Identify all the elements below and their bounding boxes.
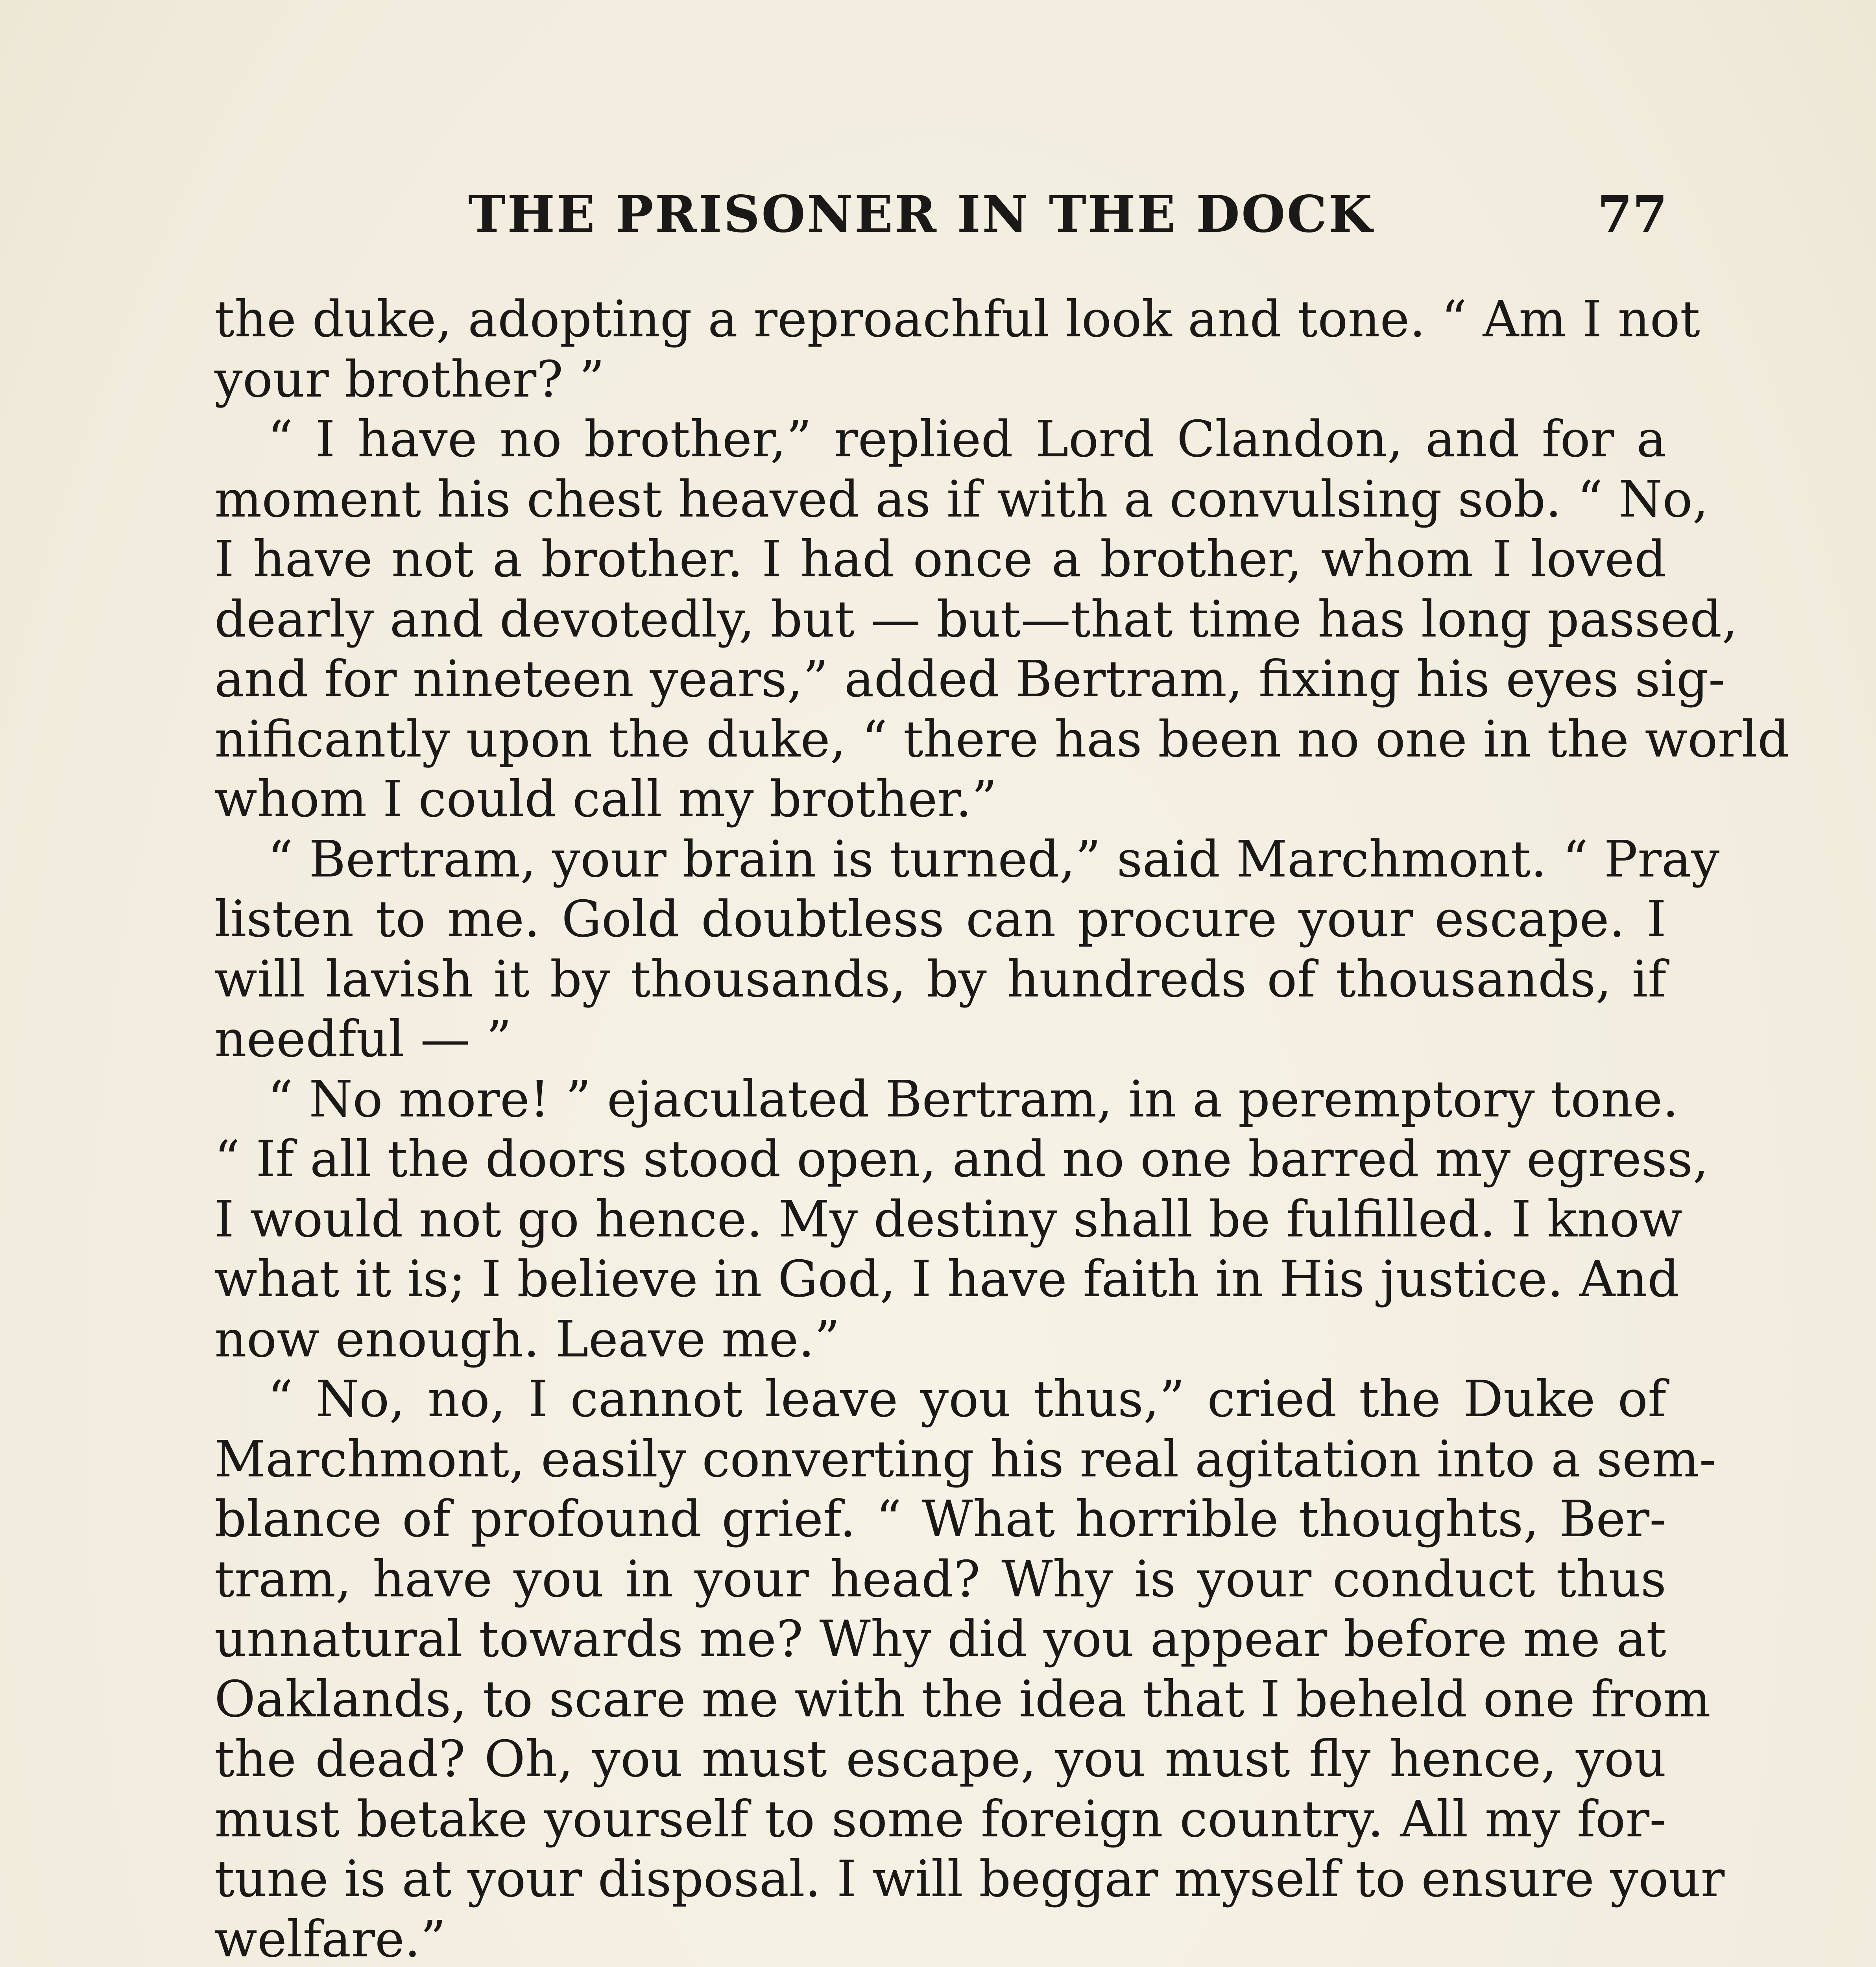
text-line: listen to me. Gold doubtless can procure your escape. I [214, 890, 1666, 948]
text-line: what it is; I believe in God, I have faith in His justice. And [214, 1250, 1680, 1308]
text-line: the dead? Oh, you must escape, you must fly hence, you [214, 1730, 1666, 1788]
text-line: now enough. Leave me.” [214, 1310, 840, 1368]
text-line: moment his chest heaved as if with a convulsing sob. “ No, [214, 470, 1709, 528]
body-text [214, 289, 1790, 1967]
text-line: your brother? ” [214, 350, 605, 408]
text-line: “ If all the doors stood open, and no one barred my egress, [214, 1130, 1709, 1188]
text-line: “ Bertram, your brain is turned,” said Marchmont. “ Pray [268, 830, 1720, 888]
text-line: blance of profound grief. “ What horrible thoughts, Ber- [214, 1490, 1666, 1548]
text-line: welfare.” [214, 1910, 446, 1967]
text-line: will lavish it by thousands, by hundreds of thousands, if [214, 950, 1666, 1008]
text-line: Marchmont, easily converting his real agitation into a sem- [214, 1430, 1716, 1488]
page-number: 77 [1597, 185, 1667, 244]
text-line: “ I have no brother,” replied Lord Clandon, and for a [268, 410, 1666, 468]
text-line: needful — ” [214, 1010, 512, 1068]
text-line: must betake yourself to some foreign country. All my for- [214, 1790, 1666, 1848]
text-line: tram, have you in your head? Why is your conduct thus [214, 1550, 1666, 1608]
text-line: “ No, no, I cannot leave you thus,” cried the Duke of [268, 1370, 1666, 1428]
text-line: unnatural towards me? Why did you appear before me at [214, 1610, 1666, 1668]
text-line: tune is at your disposal. I will beggar myself to ensure your [214, 1850, 1725, 1908]
text-line: I have not a brother. I had once a brother, whom I loved [214, 530, 1666, 588]
text-line: whom I could call my brother.” [214, 770, 997, 828]
running-head-title: THE PRISONER IN THE DOCK [468, 185, 1374, 244]
text-line: the duke, adopting a reproachful look and tone. “ Am I not [214, 290, 1700, 348]
text-line: and for nineteen years,” added Bertram, fixing his eyes sig- [214, 650, 1725, 708]
text-line: “ No more! ” ejaculated Bertram, in a peremptory tone. [268, 1070, 1678, 1128]
text-line: nificantly upon the duke, “ there has been no one in the world [214, 710, 1790, 768]
text-line: dearly and devotedly, but — but—that time has long passed, [214, 590, 1738, 648]
text-line: Oaklands, to scare me with the idea that I beheld one from [214, 1670, 1711, 1728]
text-line: I would not go hence. My destiny shall be fulfilled. I know [214, 1190, 1682, 1248]
